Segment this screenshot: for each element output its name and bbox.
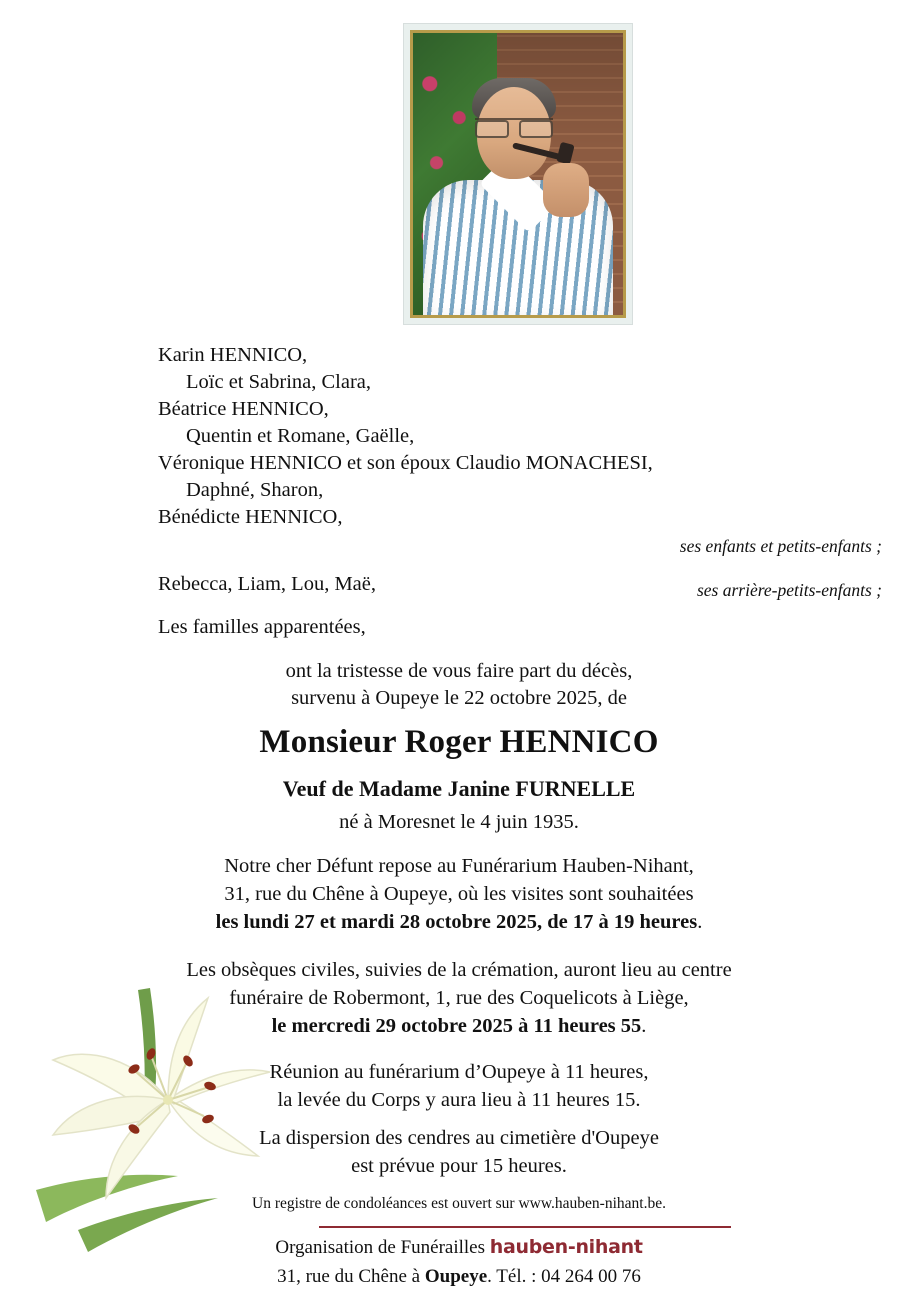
footer-org-prefix: Organisation de Funérailles [275,1237,490,1258]
ceremony-block [0,956,918,1040]
announcement-intro-line2: survenu à Oupeye le 22 octobre 2025, de [291,687,627,709]
spouse-line: Veuf de Madame Janine FURNELLE [282,776,636,801]
repose-line3-end: . [697,911,703,933]
visit-hours: les lundi 27 et mardi 28 octobre 2025, de 17 à 19 heures [215,911,698,933]
footer-organisation [0,1236,918,1259]
family-line: Bénédicte HENNICO, [158,506,343,528]
ceremony-line3 [0,1012,918,1040]
gathering-line2: la levée du Corps y aura lieu à 11 heures 15. [277,1089,641,1111]
ceremony-line3-end: . [641,1015,647,1037]
deceased-name: Monsieur Roger HENNICO [259,724,659,760]
ceremony-line2: funéraire de Robermont, 1, rue des Coquelicots à Liège, [229,987,689,1009]
ceremony-datetime: le mercredi 29 octobre 2025 à 11 heures 55 [271,1015,642,1037]
funeral-home-brand: hauben-nihant [489,1236,643,1258]
family-list [158,342,758,531]
ashes-block [0,1124,918,1180]
photo-person-glasses [475,118,553,135]
ceremony-line1: Les obsèques civiles, suivies de la crémation, auront lieu au centre [186,959,732,981]
footer-address [0,1266,918,1288]
repose-block [0,852,918,936]
ashes-line1: La dispersion des cendres au cimetière d'Oupeye [259,1127,659,1149]
great-grandchildren-line: Rebecca, Liam, Lou, Maë, [158,573,377,595]
photo-person-hand [543,163,589,217]
ashes-line2: est prévue pour 15 heures. [351,1155,567,1177]
birth-line: né à Moresnet le 4 juin 1935. [339,811,579,833]
related-families-line: Les familles apparentées, [158,616,366,638]
family-line: Quentin et Romane, Gaëlle, [186,425,415,447]
family-line: Loïc et Sabrina, Clara, [186,371,372,393]
footer-address-suffix: . Tél. : 04 264 00 76 [487,1266,641,1287]
portrait-frame [404,24,632,324]
footer-address-prefix: 31, rue du Chêne à [277,1266,425,1287]
portrait-inner-frame [410,30,626,318]
announcement-intro [0,658,918,712]
family-line: Daphné, Sharon, [186,479,324,501]
footer-address-city: Oupeye [424,1266,488,1287]
gathering-line1: Réunion au funérarium d’Oupeye à 11 heures, [269,1061,649,1083]
relation-label-great-grandchildren: ses arrière-petits-enfants ; [696,580,882,600]
repose-line1: Notre cher Défunt repose au Funérarium Hauben-Nihant, [224,855,694,877]
family-line: Karin HENNICO, [158,344,308,366]
gathering-block [0,1058,918,1114]
repose-line3 [0,908,918,936]
condolence-registry-line: Un registre de condoléances est ouvert sur www.hauben-nihant.be. [252,1195,666,1212]
portrait-photo [413,33,623,315]
repose-line2: 31, rue du Chêne à Oupeye, où les visites sont souhaitées [224,883,694,905]
footer-divider [319,1226,731,1228]
family-line: Véronique HENNICO et son époux Claudio MONACHESI, [158,452,653,474]
relation-label-children: ses enfants et petits-enfants ; [679,536,882,556]
announcement-intro-line1: ont la tristesse de vous faire part du décès, [285,660,633,682]
family-line: Béatrice HENNICO, [158,398,329,420]
